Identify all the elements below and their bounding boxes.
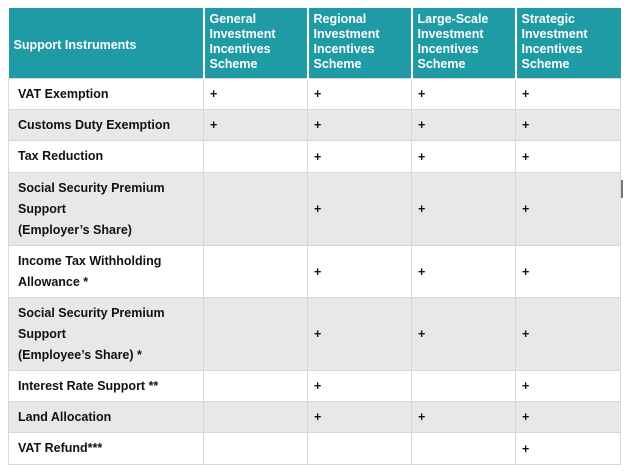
mark-cell — [204, 433, 308, 465]
row-label: VAT Refund*** — [9, 433, 204, 465]
mark-cell: + — [516, 141, 621, 173]
row-label: Land Allocation — [9, 402, 204, 433]
header-support-instruments: Support Instruments — [9, 8, 204, 79]
row-label: Social Security Premium Support (Employer’s Share) — [9, 173, 204, 246]
table-row — [9, 246, 621, 298]
mark-cell — [204, 371, 308, 402]
mark-cell: + — [308, 141, 412, 173]
mark-cell — [204, 246, 308, 298]
mark-cell — [412, 433, 516, 465]
mark-cell: + — [308, 298, 412, 371]
mark-cell: + — [516, 173, 621, 246]
mark-cell: + — [412, 298, 516, 371]
row-label: Customs Duty Exemption — [9, 110, 204, 141]
mark-cell: + — [516, 371, 621, 402]
mark-cell: + — [516, 79, 621, 110]
mark-cell: + — [412, 110, 516, 141]
row-label: Social Security Premium Support (Employee’s Share) * — [9, 298, 204, 371]
mark-cell: + — [412, 173, 516, 246]
mark-cell: + — [412, 79, 516, 110]
mark-cell: + — [412, 402, 516, 433]
mark-cell: + — [308, 79, 412, 110]
mark-cell: + — [516, 110, 621, 141]
header-strategic-scheme: Strategic Investment Incentives Scheme — [516, 8, 621, 79]
row-label: Income Tax Withholding Allowance * — [9, 246, 204, 298]
mark-cell: + — [204, 110, 308, 141]
row-label: VAT Exemption — [9, 79, 204, 110]
mark-cell — [204, 402, 308, 433]
mark-cell: + — [308, 246, 412, 298]
mark-cell — [204, 173, 308, 246]
header-general-scheme: General Investment Incentives Scheme — [204, 8, 308, 79]
table-row — [9, 402, 621, 433]
mark-cell — [204, 141, 308, 173]
row-label: Interest Rate Support ** — [9, 371, 204, 402]
header-regional-scheme: Regional Investment Incentives Scheme — [308, 8, 412, 79]
mark-cell: + — [308, 110, 412, 141]
table-row — [9, 433, 621, 465]
table-row — [9, 371, 621, 402]
mark-cell: + — [516, 298, 621, 371]
mark-cell: + — [308, 173, 412, 246]
header-row — [9, 8, 621, 79]
row-label: Tax Reduction — [9, 141, 204, 173]
mark-cell: + — [412, 246, 516, 298]
mark-cell: + — [308, 371, 412, 402]
mark-cell: + — [516, 433, 621, 465]
mark-cell: + — [516, 402, 621, 433]
table-row — [9, 173, 621, 246]
mark-cell — [308, 433, 412, 465]
table-row — [9, 79, 621, 110]
edge-marker — [621, 180, 623, 198]
table-row — [9, 141, 621, 173]
table-row — [9, 110, 621, 141]
mark-cell: + — [516, 246, 621, 298]
mark-cell: + — [204, 79, 308, 110]
support-instruments-table — [8, 8, 621, 465]
mark-cell — [204, 298, 308, 371]
table-row — [9, 298, 621, 371]
mark-cell: + — [308, 402, 412, 433]
mark-cell — [412, 371, 516, 402]
header-large-scale-scheme: Large-Scale Investment Incentives Scheme — [412, 8, 516, 79]
mark-cell: + — [412, 141, 516, 173]
